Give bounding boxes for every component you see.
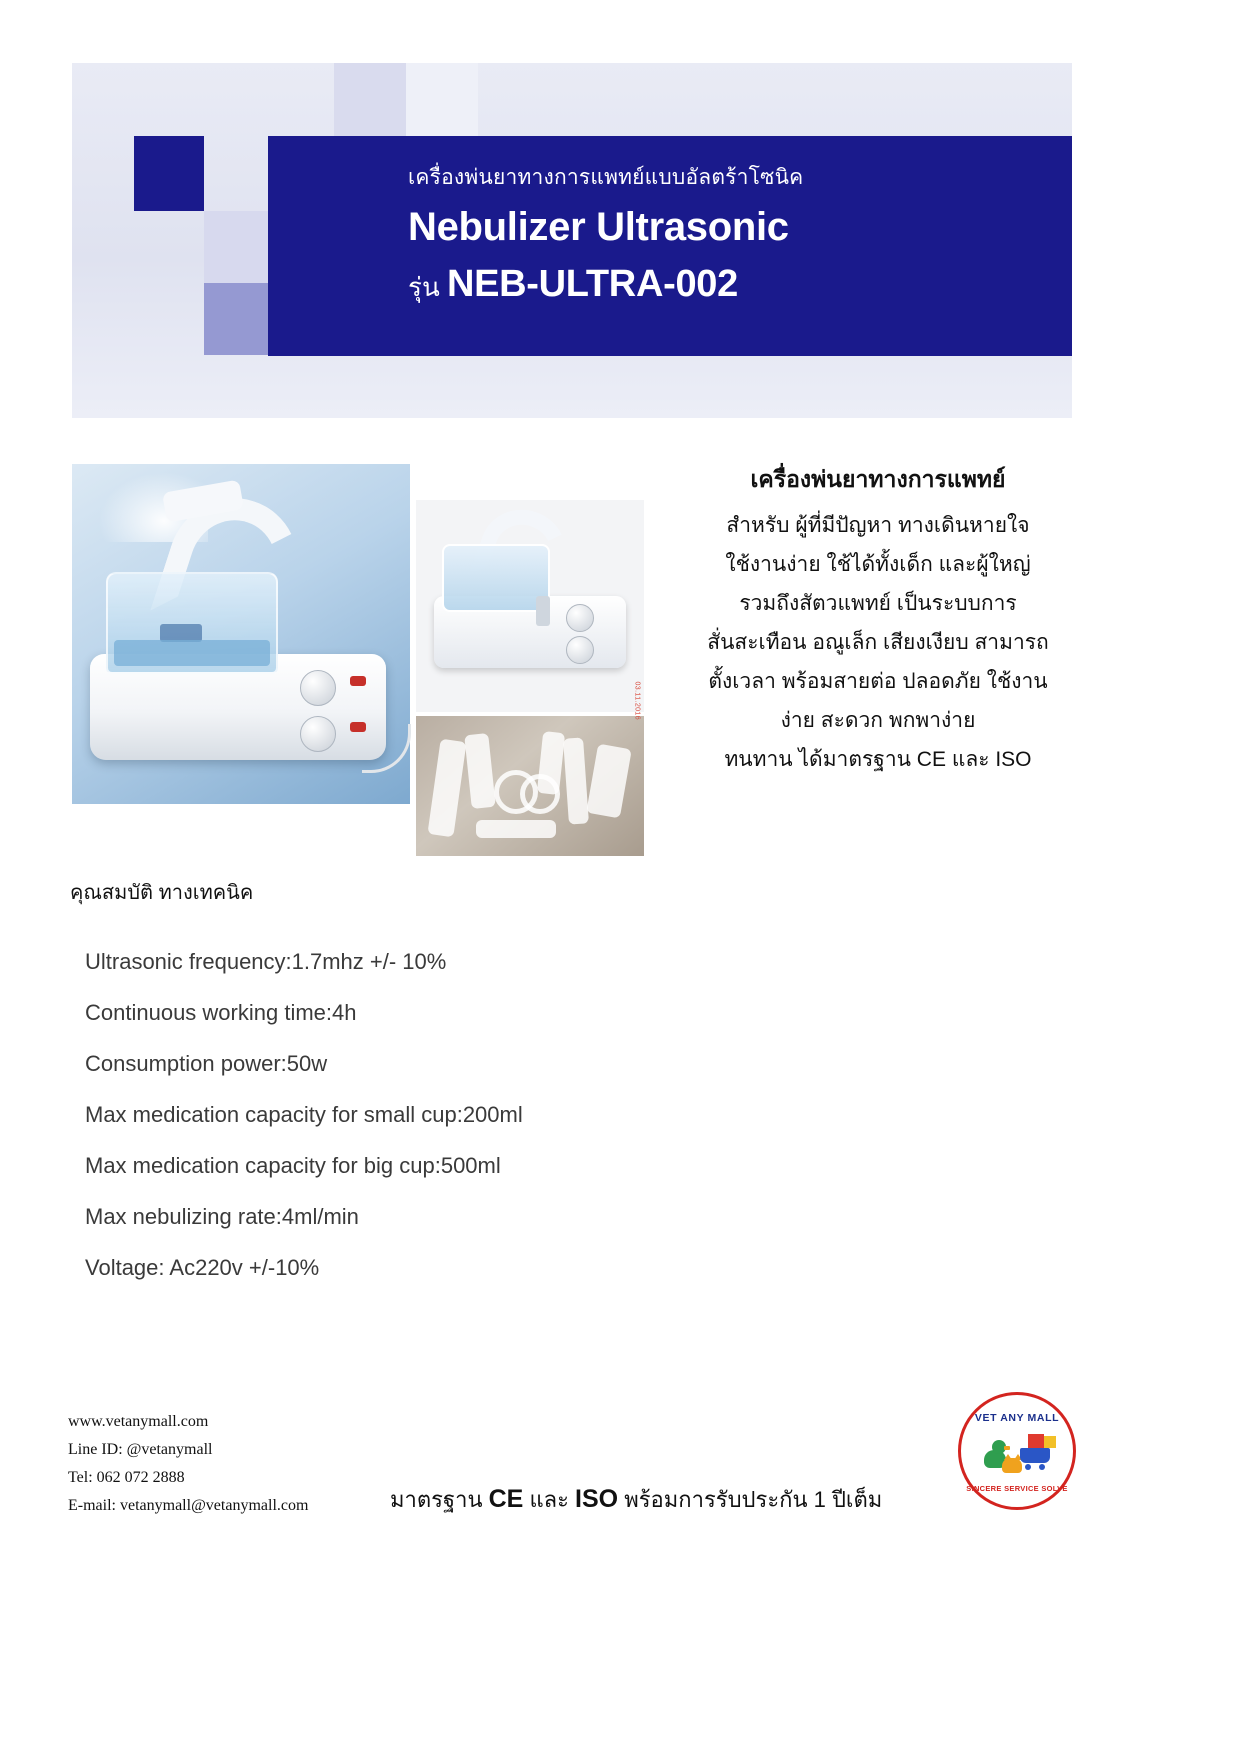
specs-heading: คุณสมบัติ ทางเทคนิค xyxy=(70,882,254,904)
accessory-tube-1 xyxy=(427,739,466,838)
photo-date-stamp: 03.11.2016 xyxy=(634,681,641,720)
product-description xyxy=(676,462,1080,779)
accessory-strip xyxy=(476,820,556,838)
banner-model-code: NEB-ULTRA-002 xyxy=(446,263,738,305)
logo-tagline-text: SINCERE SERVICE SOLVE xyxy=(966,1484,1068,1493)
footer-iso-label: ISO xyxy=(575,1485,619,1513)
product-photo-angle xyxy=(416,500,644,712)
medication-tank-shape xyxy=(106,572,278,674)
banner-model-line xyxy=(408,263,738,308)
description-line: รวมถึงสัตวแพทย์ เป็นระบบการ xyxy=(739,592,1017,615)
product-photo-accessories xyxy=(416,681,644,856)
control-panel-small xyxy=(536,596,550,626)
tank-liquid xyxy=(114,640,270,666)
footer-line-id: Line ID: @vetanymall xyxy=(68,1441,213,1458)
banner-square-decor-1 xyxy=(334,63,406,136)
description-line: ตั้งเวลา พร้อมสายต่อ ปลอดภัย ใช้งาน xyxy=(708,670,1048,693)
banner-subtitle: เครื่องพ่นยาทางการแพทย์แบบอัลตร้าโซนิค xyxy=(408,166,804,189)
description-line: ง่าย สะดวก พกพาง่าย xyxy=(780,709,976,732)
description-title: เครื่องพ่นยาทางการแพทย์ xyxy=(750,466,1006,492)
description-line: ใช้งานง่าย ใช้ได้ทั้งเด็ก และผู้ใหญ่ xyxy=(725,553,1031,576)
description-line: สำหรับ ผู้ที่มีปัญหา ทางเดินหายใจ xyxy=(726,514,1030,537)
spec-item: Max medication capacity for small cup:200ml xyxy=(85,1102,523,1127)
footer-standards-mid: และ xyxy=(523,1487,576,1512)
product-photo-main xyxy=(72,464,410,804)
spec-item: Max nebulizing rate:4ml/min xyxy=(85,1204,359,1229)
spec-item: Continuous working time:4h xyxy=(85,1000,357,1025)
banner-square-decor-3 xyxy=(134,136,204,211)
description-line: สั่นสะเทือน อณูเล็ก เสียงเงียบ สามารถ xyxy=(707,631,1049,654)
accessory-tube-3 xyxy=(537,731,565,795)
footer-standards-line xyxy=(390,1482,882,1517)
company-logo xyxy=(958,1392,1076,1510)
banner-square-decor-2 xyxy=(406,63,478,136)
footer-email: E-mail: vetanymall@vetanymall.com xyxy=(68,1497,309,1514)
spec-item: Max medication capacity for big cup:500ml xyxy=(85,1153,501,1178)
footer-ce-label: CE xyxy=(488,1485,524,1513)
specs-list xyxy=(85,936,805,1293)
accessory-mask xyxy=(586,744,632,819)
indicator-light-1 xyxy=(350,676,366,686)
footer-website: www.vetanymall.com xyxy=(68,1413,209,1430)
footer-telephone: Tel: 062 072 2888 xyxy=(68,1469,185,1486)
footer-warranty-text: พร้อมการรับประกัน 1 ปีเต็ม xyxy=(618,1487,883,1512)
shopping-cart-icon xyxy=(1020,1440,1054,1468)
control-knob-small-2 xyxy=(566,636,594,664)
control-knob-2 xyxy=(300,716,336,752)
control-knob-1 xyxy=(300,670,336,706)
banner-model-prefix: รุ่น xyxy=(408,272,447,302)
spec-item: Consumption power:50w xyxy=(85,1051,328,1076)
header-banner xyxy=(72,63,1072,418)
accessory-tube-2 xyxy=(464,733,496,809)
footer-contact-block xyxy=(68,1408,308,1520)
accessory-tube-4 xyxy=(563,737,589,824)
description-line: ทนทาน ได้มาตรฐาน CE และ ISO xyxy=(724,748,1032,771)
banner-square-decor-5 xyxy=(204,211,268,283)
banner-title: Nebulizer Ultrasonic xyxy=(408,205,789,249)
footer-standards-prefix: มาตรฐาน xyxy=(390,1487,489,1512)
banner-square-decor-7 xyxy=(204,283,268,355)
spec-item: Ultrasonic frequency:1.7mhz +/- 10% xyxy=(85,949,447,974)
control-knob-small-1 xyxy=(566,604,594,632)
power-cord xyxy=(362,724,411,773)
medication-tank-shape-small xyxy=(442,544,550,612)
spec-item: Voltage: Ac220v +/-10% xyxy=(85,1255,320,1280)
logo-name-text: VET ANY MALL xyxy=(974,1412,1060,1424)
